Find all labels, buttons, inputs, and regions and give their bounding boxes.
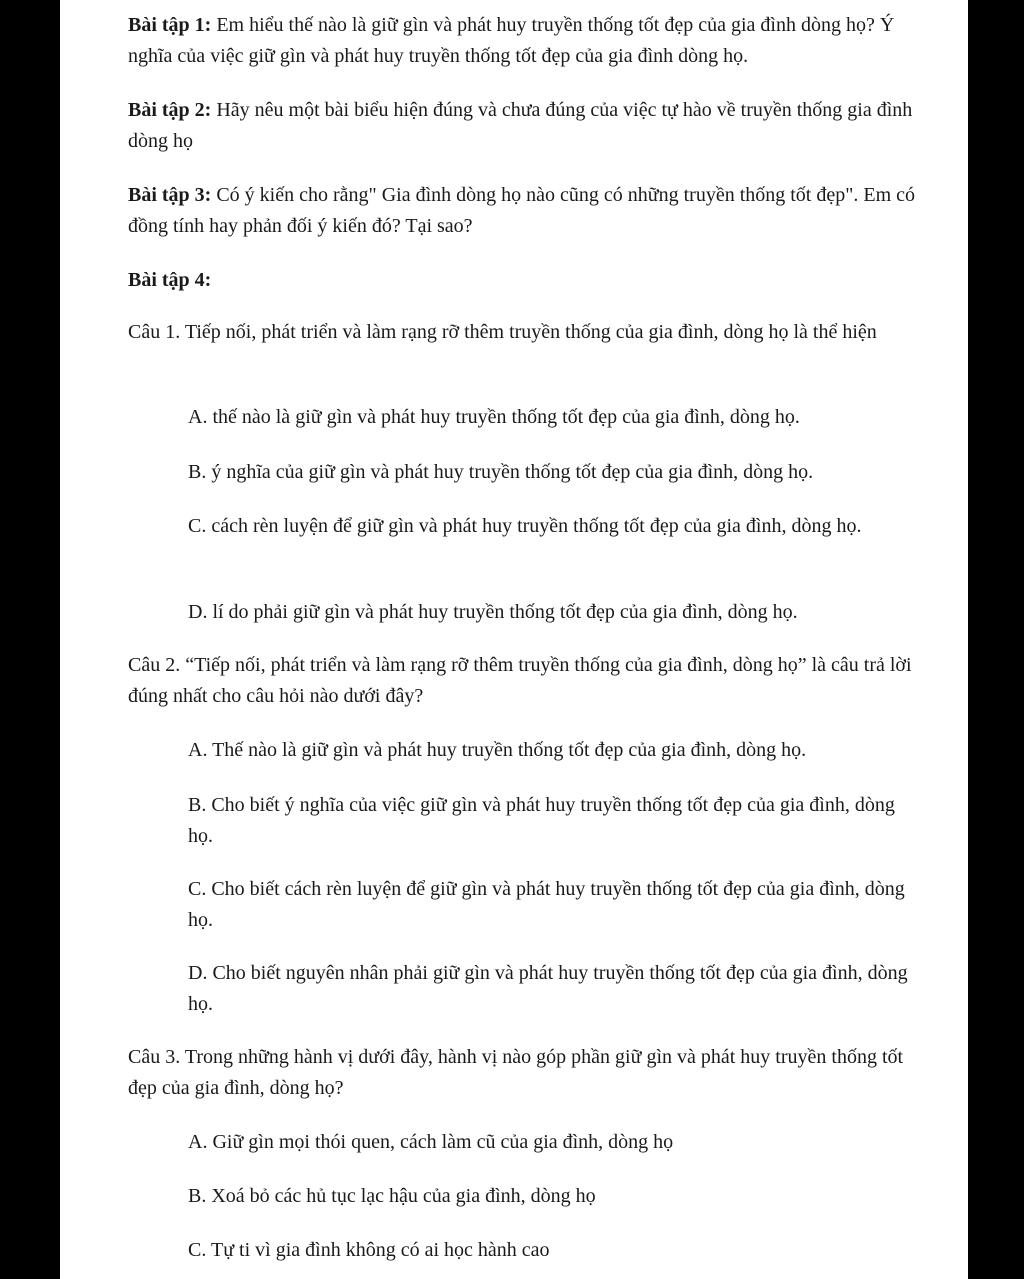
question-3-option-c: C. Tự ti vì gia đình không có ai học hành cao <box>188 1239 550 1261</box>
exercise-text: Hãy nêu một bài biểu hiện đúng và chưa đúng của việc tự hào về truyền thống gia đình dòng họ <box>128 99 913 152</box>
question-1-option-d: D. lí do phải giữ gìn và phát huy truyền thống tốt đẹp của gia đình, dòng họ. <box>188 601 798 623</box>
question-2-option-d: D. Cho biết nguyên nhân phải giữ gìn và phát huy truyền thống tốt đẹp của gia đình, dòng họ. <box>188 962 908 1015</box>
question-3-stem: Câu 3. Trong những hành vị dưới đây, hành vị nào góp phần giữ gìn và phát huy truyền thống tốt đẹp của gia đình, dòng họ? <box>128 1046 904 1099</box>
question-1-stem: Câu 1. Tiếp nối, phát triển và làm rạng rỡ thêm truyền thống của gia đình, dòng họ là thể hiện <box>128 321 877 343</box>
exercise-label: Bài tập 3: <box>128 184 212 206</box>
question-3-option-b: B. Xoá bỏ các hủ tục lạc hậu của gia đình, dòng họ <box>188 1185 596 1207</box>
exercise-text: Có ý kiến cho rằng" Gia đình dòng họ nào cũng có những truyền thống tốt đẹp". Em có đồng tính hay phản đối ý kiến đó? Tại sao? <box>128 184 916 237</box>
question-2-option-b: B. Cho biết ý nghĩa của việc giữ gìn và phát huy truyền thống tốt đẹp của gia đình, dòng họ. <box>188 794 895 847</box>
exercise-label: Bài tập 2: <box>128 99 212 121</box>
question-3-option-a: A. Giữ gìn mọi thói quen, cách làm cũ của gia đình, dòng họ <box>188 1131 674 1153</box>
question-2-option-a: A. Thế nào là giữ gìn và phát huy truyền thống tốt đẹp của gia đình, dòng họ. <box>188 739 807 761</box>
exercise-1 <box>128 10 924 72</box>
exercise-2 <box>128 95 924 157</box>
question-2-stem: Câu 2. “Tiếp nối, phát triển và làm rạng rỡ thêm truyền thống của gia đình, dòng họ” là câu trả lời đúng nhất cho câu hỏi nào dưới đây? <box>128 654 912 707</box>
question-2-option-c: C. Cho biết cách rèn luyện để giữ gìn và phát huy truyền thống tốt đẹp của gia đình, dòng họ. <box>188 878 905 931</box>
exercise-label: Bài tập 4: <box>128 269 212 291</box>
document-page <box>60 0 968 1279</box>
exercise-label: Bài tập 1: <box>128 14 212 36</box>
question-1-option-c: C. cách rèn luyện để giữ gìn và phát huy truyền thống tốt đẹp của gia đình, dòng họ. <box>188 515 862 537</box>
exercise-3 <box>128 180 924 242</box>
question-1-option-a: A. thế nào là giữ gìn và phát huy truyền thống tốt đẹp của gia đình, dòng họ. <box>188 406 800 428</box>
question-1-option-b: B. ý nghĩa của giữ gìn và phát huy truyền thống tốt đẹp của gia đình, dòng họ. <box>188 461 814 483</box>
exercise-text: Em hiểu thế nào là giữ gìn và phát huy truyền thống tốt đẹp của gia đình dòng họ? Ý nghĩa của việc giữ gìn và phát huy truyền thống tốt đẹp của gia đình dòng họ. <box>128 14 895 67</box>
exercise-4 <box>128 265 924 296</box>
